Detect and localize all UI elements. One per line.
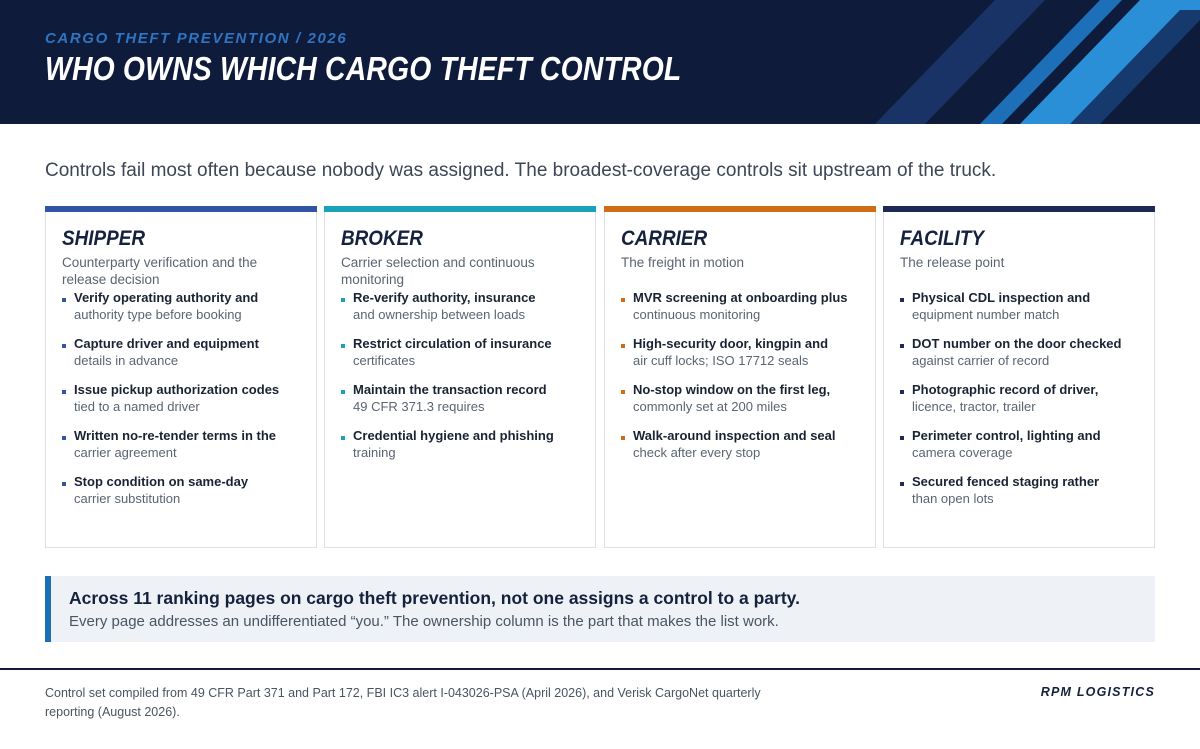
control-title: Physical CDL inspection and — [912, 290, 1091, 305]
control-title: No-stop window on the first leg, — [633, 382, 831, 397]
bullet-icon — [341, 344, 345, 348]
control-item — [900, 474, 1145, 507]
bullet-icon — [900, 298, 904, 302]
card-role: BROKER — [341, 227, 423, 250]
control-detail: check after every stop — [633, 444, 761, 460]
bullet-icon — [900, 436, 904, 440]
control-item — [621, 382, 866, 415]
control-detail: 49 CFR 371.3 requires — [353, 398, 485, 414]
control-item — [341, 382, 586, 415]
card-accent-bar — [604, 206, 876, 212]
control-detail: air cuff locks; ISO 17712 seals — [633, 352, 809, 368]
card-description: Counterparty verification and the release decision — [62, 255, 258, 287]
source-note: Control set compiled from 49 CFR Part 371 and Part 172, FBI IC3 alert I-043026-PSA (April 2026), and Verisk CargoNet quarterly reporting (August 2026). — [45, 686, 761, 719]
control-detail: continuous monitoring — [633, 306, 761, 322]
header-eyebrow: CARGO THEFT PREVENTION / 2026 — [45, 30, 348, 47]
card-accent-bar — [324, 206, 596, 212]
brand-name: RPM LOGISTICS — [1040, 685, 1155, 699]
bullet-icon — [341, 298, 345, 302]
control-title: Secured fenced staging rather — [912, 474, 1100, 489]
bullet-icon — [62, 344, 66, 348]
control-title: MVR screening at onboarding plus — [633, 290, 848, 305]
bullet-icon — [62, 436, 66, 440]
control-item — [341, 336, 586, 369]
control-item — [900, 382, 1145, 415]
card-role: SHIPPER — [62, 227, 145, 250]
bullet-icon — [341, 390, 345, 394]
control-detail: training — [353, 444, 396, 460]
control-item — [62, 474, 307, 507]
control-item — [900, 290, 1145, 323]
control-title: Stop condition on same-day — [74, 474, 249, 489]
control-item — [900, 336, 1145, 369]
control-item — [62, 336, 307, 369]
control-title: Written no-re-tender terms in the — [74, 428, 277, 443]
decorative-stripes — [780, 0, 1200, 124]
bullet-icon — [62, 482, 66, 486]
card-broker — [324, 206, 596, 548]
control-list — [62, 290, 307, 520]
control-title: Restrict circulation of insurance — [353, 336, 552, 351]
card-shipper — [45, 206, 317, 548]
card-description: The freight in motion — [621, 255, 745, 270]
control-detail: against carrier of record — [912, 352, 1050, 368]
control-list — [621, 290, 866, 474]
card-description: Carrier selection and continuous monitoring — [341, 255, 535, 287]
control-detail: licence, tractor, trailer — [912, 398, 1036, 414]
callout-heading: Across 11 ranking pages on cargo theft prevention, not one assigns a control to a party. — [69, 588, 800, 608]
bullet-icon — [621, 344, 625, 348]
bullet-icon — [621, 390, 625, 394]
control-title: Capture driver and equipment — [74, 336, 259, 351]
control-item — [900, 428, 1145, 461]
bullet-icon — [341, 436, 345, 440]
control-detail: equipment number match — [912, 306, 1060, 322]
control-title: High-security door, kingpin and — [633, 336, 829, 351]
page-title: WHO OWNS WHICH CARGO THEFT CONTROL — [45, 50, 682, 87]
card-role: CARRIER — [621, 227, 708, 250]
card-carrier — [604, 206, 876, 548]
intro-text: Controls fail most often because nobody was assigned. The broadest-coverage controls sit upstream of the truck. — [45, 160, 997, 181]
bullet-icon — [62, 298, 66, 302]
control-detail: commonly set at 200 miles — [633, 398, 787, 414]
control-title: Walk-around inspection and seal — [633, 428, 836, 443]
control-item — [62, 382, 307, 415]
control-item — [62, 428, 307, 461]
control-detail: tied to a named driver — [74, 398, 200, 414]
control-item — [621, 290, 866, 323]
control-item — [62, 290, 307, 323]
card-accent-bar — [883, 206, 1155, 212]
bullet-icon — [62, 390, 66, 394]
control-item — [341, 428, 586, 461]
control-title: Re-verify authority, insurance — [353, 290, 536, 305]
control-detail: carrier agreement — [74, 444, 177, 460]
control-list — [900, 290, 1145, 520]
bullet-icon — [621, 298, 625, 302]
control-detail: than open lots — [912, 490, 994, 506]
key-finding-callout — [45, 576, 1155, 642]
card-description: The release point — [900, 255, 1005, 270]
control-title: DOT number on the door checked — [912, 336, 1122, 351]
control-title: Credential hygiene and phishing — [353, 428, 554, 443]
card-role: FACILITY — [900, 227, 985, 250]
control-detail: camera coverage — [912, 444, 1013, 460]
control-title: Verify operating authority and — [74, 290, 259, 305]
control-item — [621, 336, 866, 369]
control-list — [341, 290, 586, 474]
card-facility — [883, 206, 1155, 548]
control-detail: details in advance — [74, 352, 179, 368]
control-title: Issue pickup authorization codes — [74, 382, 280, 397]
control-item — [341, 290, 586, 323]
footer-divider — [0, 668, 1200, 670]
control-detail: authority type before booking — [74, 306, 242, 322]
bullet-icon — [621, 436, 625, 440]
control-title: Perimeter control, lighting and — [912, 428, 1101, 443]
bullet-icon — [900, 390, 904, 394]
bullet-icon — [900, 482, 904, 486]
bullet-icon — [900, 344, 904, 348]
header-banner — [0, 0, 1200, 124]
control-detail: and ownership between loads — [353, 306, 526, 322]
control-item — [621, 428, 866, 461]
card-accent-bar — [45, 206, 317, 212]
control-detail: carrier substitution — [74, 490, 181, 506]
control-title: Photographic record of driver, — [912, 382, 1099, 397]
control-title: Maintain the transaction record — [353, 382, 547, 397]
control-detail: certificates — [353, 352, 416, 368]
callout-body: Every page addresses an undifferentiated “you.” The ownership column is the part that makes the list work. — [69, 613, 779, 630]
